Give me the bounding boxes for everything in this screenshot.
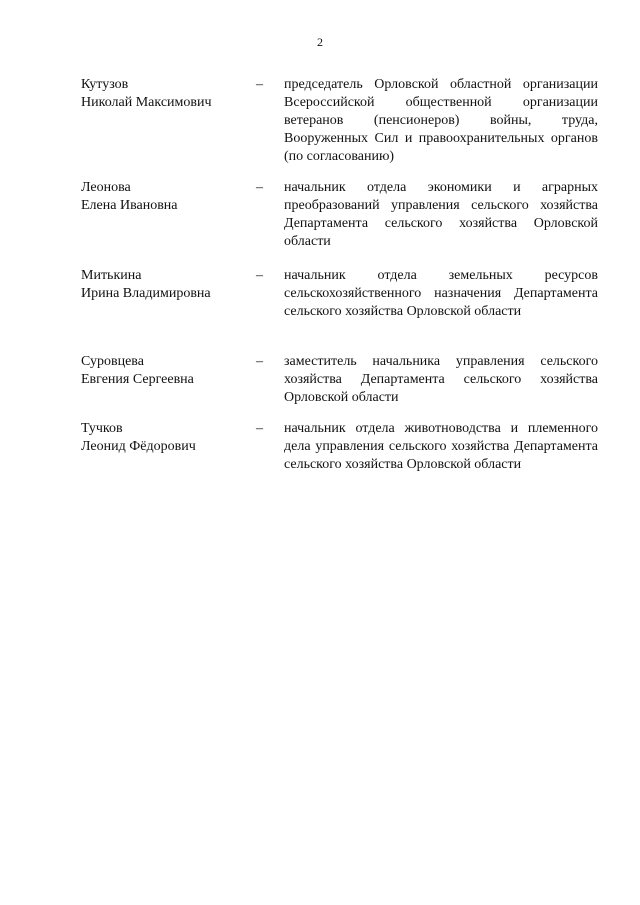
member-given-names: Леонид Фёдорович — [81, 439, 196, 454]
member-given-names: Николай Максимович — [81, 95, 212, 110]
member-entry — [0, 179, 640, 267]
member-given-names: Елена Ивановна — [81, 198, 178, 213]
member-entry — [0, 420, 640, 474]
member-position: начальник отдела земельных ресурсов сельскохозяйственного назначения Департамента сельского хозяйства Орловской области — [284, 268, 598, 319]
member-name — [81, 420, 251, 456]
member-given-names: Евгения Сергеевна — [81, 372, 194, 387]
member-entry — [0, 267, 640, 353]
dash-separator: – — [256, 354, 263, 369]
member-position: начальник отдела животноводства и племенного дела управления сельского хозяйства Департамента сельского хозяйства Орловской области — [284, 421, 598, 472]
member-entry — [0, 353, 640, 420]
member-surname: Суровцева — [81, 354, 144, 369]
member-name — [81, 179, 251, 215]
dash-separator: – — [256, 268, 263, 283]
member-surname: Леонова — [81, 180, 131, 195]
member-surname: Митькина — [81, 268, 142, 283]
member-list — [0, 76, 640, 474]
member-position: председатель Орловской областной организации Всероссийской общественной организации ветеранов (пенсионеров) войны, труда, Вооруженных Сил и правоохранительных органов (по согласованию) — [284, 77, 598, 164]
dash-separator: – — [256, 77, 263, 92]
dash-separator: – — [256, 180, 263, 195]
member-surname: Тучков — [81, 421, 123, 436]
member-position: начальник отдела экономики и аграрных преобразований управления сельского хозяйства Департамента сельского хозяйства Орловской области — [284, 180, 598, 249]
page-number: 2 — [317, 35, 323, 49]
member-entry — [0, 76, 640, 179]
member-given-names: Ирина Владимировна — [81, 286, 211, 301]
member-name — [81, 76, 251, 112]
member-name — [81, 353, 251, 389]
member-name — [81, 267, 251, 303]
member-position: заместитель начальника управления сельского хозяйства Департамента сельского хозяйства Орловской области — [284, 354, 598, 405]
dash-separator: – — [256, 421, 263, 436]
member-surname: Кутузов — [81, 77, 129, 92]
